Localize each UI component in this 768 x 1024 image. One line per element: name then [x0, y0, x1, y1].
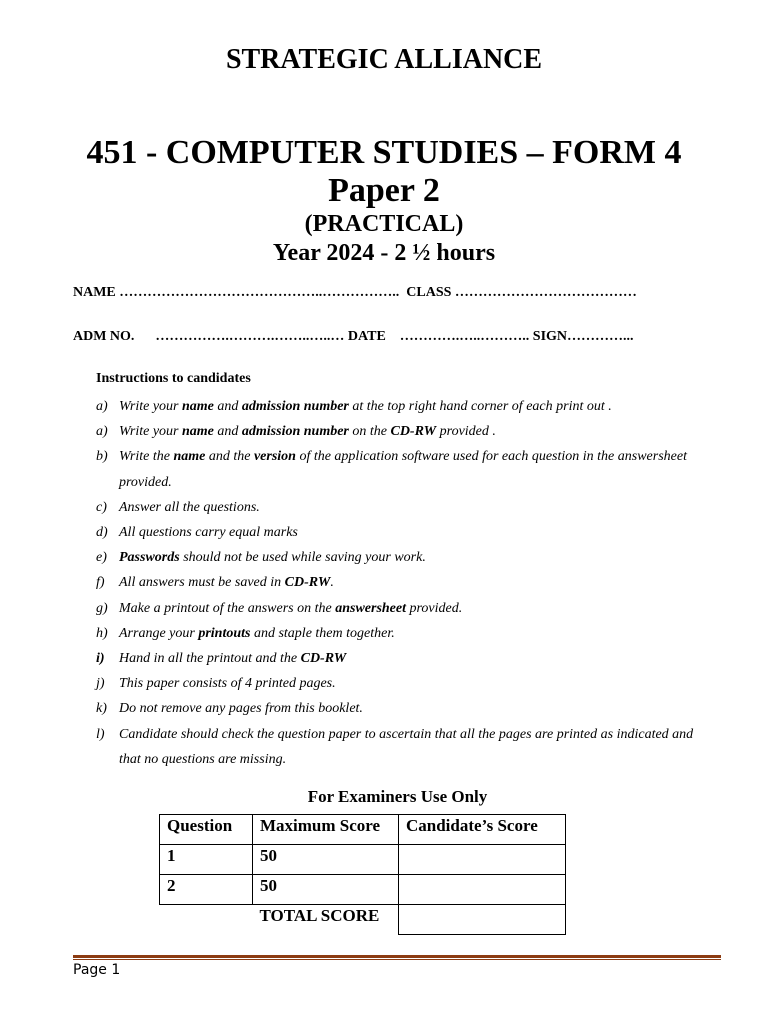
instructions-heading: Instructions to candidates	[96, 371, 251, 386]
table-header-row	[160, 815, 566, 845]
total-score-label: TOTAL SCORE	[259, 906, 380, 925]
instruction-text: Write your name and admission number on the CD-RW provided .	[119, 424, 496, 440]
instruction-marker: j)	[96, 676, 105, 692]
paper-type: (PRACTICAL)	[304, 211, 464, 237]
instruction-marker: l)	[96, 726, 105, 742]
instruction-item	[96, 444, 696, 494]
page-number: Page 1	[73, 962, 121, 978]
instruction-item	[96, 621, 696, 646]
column-header-question: Question	[160, 815, 253, 845]
instruction-item	[96, 520, 696, 545]
instruction-item	[96, 394, 696, 419]
table-row	[160, 875, 566, 905]
instruction-marker: g)	[96, 600, 108, 616]
adm-date-sign-field-line: ADM NO. …………….……….……..…..… DATE ………….…..……….. SIGN…………...	[73, 329, 634, 344]
max-score-cell: 50	[253, 875, 399, 905]
instruction-text: Answer all the questions.	[119, 499, 260, 515]
empty-cell	[160, 905, 253, 935]
instruction-item	[96, 596, 696, 621]
instruction-item	[96, 696, 696, 721]
paper-title: Paper 2	[328, 172, 440, 209]
instruction-text: All answers must be saved in CD-RW.	[119, 575, 334, 591]
column-header-candidate-score: Candidate’s Score	[399, 815, 566, 845]
max-score-cell: 50	[253, 845, 399, 875]
instruction-marker: b)	[96, 449, 108, 465]
instruction-text: Arrange your printouts and staple them together.	[119, 625, 395, 641]
instruction-text: Passwords should not be used while saving your work.	[119, 550, 426, 566]
instruction-marker: d)	[96, 525, 108, 541]
instruction-text: Candidate should check the question paper to ascertain that all the pages are printed as indicated and that no questions are missing.	[119, 726, 694, 767]
total-row	[160, 905, 566, 935]
instruction-item	[96, 646, 696, 671]
instruction-marker: i)	[96, 651, 105, 667]
instruction-text: Write the name and the version of the application software used for each question in the answersheet provided.	[119, 449, 687, 490]
instruction-marker: e)	[96, 550, 107, 566]
instruction-item	[96, 671, 696, 696]
question-cell: 1	[160, 845, 253, 875]
exam-year-duration: Year 2024 - 2 ½ hours	[272, 240, 496, 266]
footer-rule-thin	[73, 959, 721, 960]
instruction-item	[96, 495, 696, 520]
instruction-text: Do not remove any pages from this booklet.	[119, 701, 363, 717]
subject-title: 451 - COMPUTER STUDIES – FORM 4	[86, 134, 682, 171]
name-class-field-line: NAME ……………………………………..…………….. CLASS …………………………………	[73, 285, 637, 300]
instruction-text: This paper consists of 4 printed pages.	[119, 676, 336, 692]
instruction-marker: f)	[96, 575, 105, 591]
instruction-text: All questions carry equal marks	[119, 525, 298, 541]
instruction-marker: c)	[96, 499, 107, 515]
candidate-score-cell[interactable]	[399, 875, 566, 905]
candidate-score-cell[interactable]	[399, 845, 566, 875]
column-header-max-score: Maximum Score	[253, 815, 399, 845]
instruction-marker: k)	[96, 701, 107, 717]
examiners-score-table	[159, 814, 566, 935]
instructions-list	[96, 394, 696, 772]
total-score-cell[interactable]	[399, 905, 566, 935]
instruction-marker: a)	[96, 424, 108, 440]
instruction-marker: h)	[96, 625, 108, 641]
instruction-marker: a)	[96, 399, 108, 414]
instruction-item	[96, 419, 696, 444]
instruction-item	[96, 722, 696, 772]
question-cell: 2	[160, 875, 253, 905]
footer-rule	[73, 955, 721, 958]
instruction-item	[96, 545, 696, 570]
table-row	[160, 845, 566, 875]
instruction-text: Hand in all the printout and the CD-RW	[119, 651, 347, 667]
instruction-item	[96, 570, 696, 595]
org-title: STRATEGIC ALLIANCE	[225, 44, 543, 75]
instruction-text: Write your name and admission number at the top right hand corner of each print out .	[119, 399, 612, 414]
instruction-text: Make a printout of the answers on the answersheet provided.	[119, 600, 463, 616]
examiners-heading: For Examiners Use Only	[307, 787, 488, 806]
